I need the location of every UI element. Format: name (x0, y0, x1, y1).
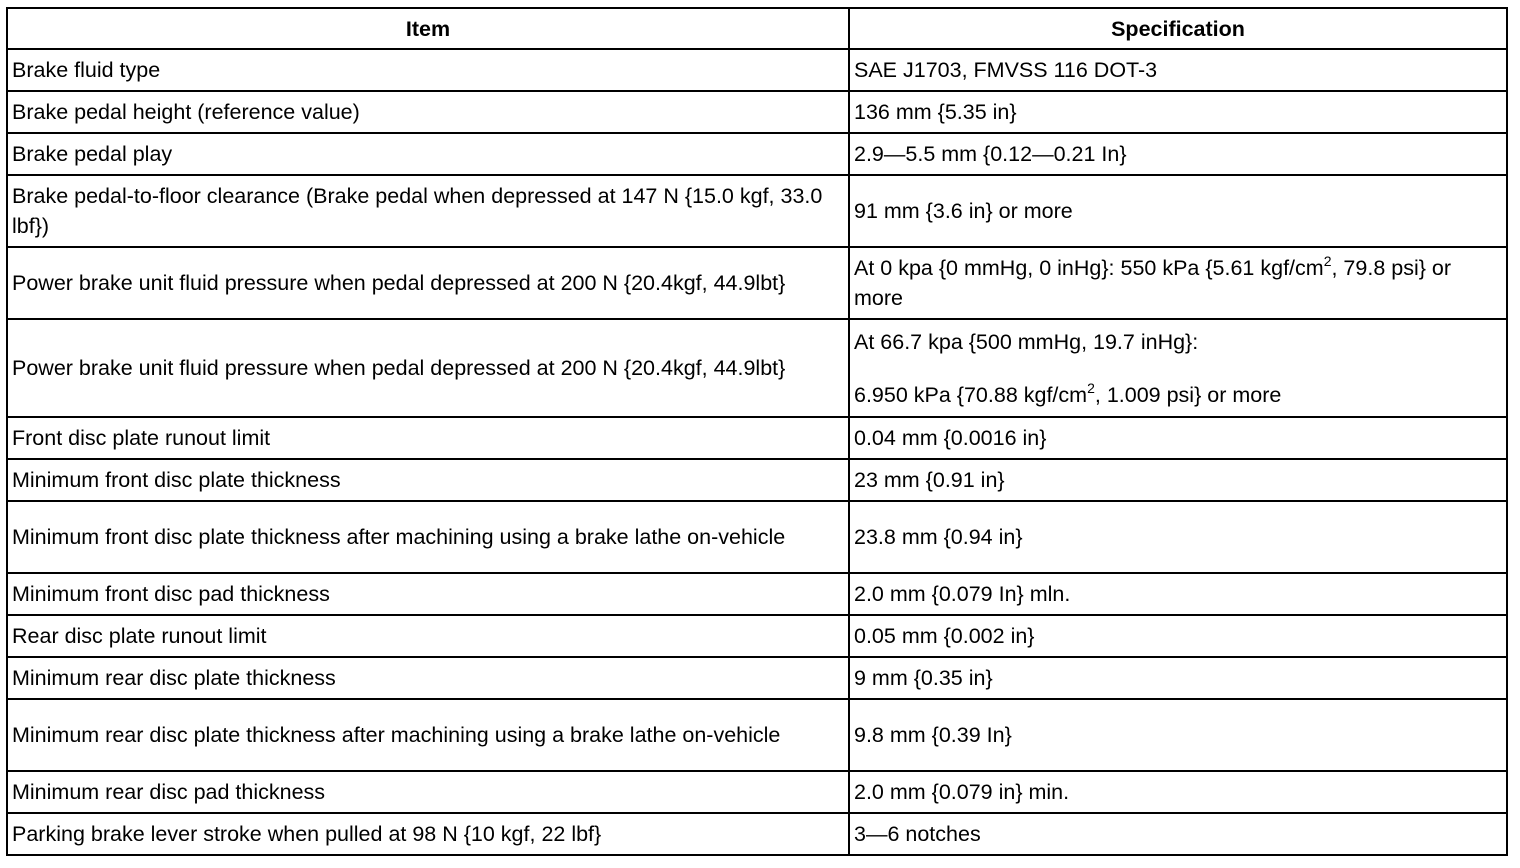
spec-cell (849, 319, 1507, 417)
spec-cell: 23 mm {0.91 in} (849, 459, 1507, 501)
item-cell: Minimum front disc plate thickness (7, 459, 849, 501)
item-cell: Power brake unit fluid pressure when pedal depressed at 200 N {20.4kgf, 44.9lbt} (7, 319, 849, 417)
spec-cell: 23.8 mm {0.94 in} (849, 501, 1507, 573)
table-row (7, 175, 1507, 247)
spec-cell: 2.9—5.5 mm {0.12—0.21 In} (849, 133, 1507, 175)
item-cell: Minimum front disc plate thickness after machining using a brake lathe on-vehicle (7, 501, 849, 573)
spec-cell: 9.8 mm {0.39 In} (849, 699, 1507, 771)
item-cell: Minimum rear disc pad thickness (7, 771, 849, 813)
spec-cell: 0.04 mm {0.0016 in} (849, 417, 1507, 459)
spec-cell: 9 mm {0.35 in} (849, 657, 1507, 699)
spec-text-before: 6.950 kPa {70.88 kgf/cm (854, 382, 1088, 407)
superscript: 2 (1087, 379, 1095, 396)
item-cell: Power brake unit fluid pressure when pedal depressed at 200 N {20.4kgf, 44.9lbt} (7, 247, 849, 319)
spec-text-before: At 0 kpa {0 mmHg, 0 inHg}: 550 kPa {5.61 kgf/cm (854, 256, 1324, 280)
table-row (7, 49, 1507, 91)
table-row (7, 133, 1507, 175)
item-cell: Minimum rear disc plate thickness (7, 657, 849, 699)
header-row (7, 8, 1507, 49)
table-row (7, 501, 1507, 573)
item-cell: Brake pedal height (reference value) (7, 91, 849, 133)
table-row (7, 813, 1507, 855)
table-row (7, 91, 1507, 133)
item-cell: Rear disc plate runout limit (7, 615, 849, 657)
spec-line-2 (854, 380, 1502, 410)
table-row (7, 459, 1507, 501)
spec-cell: 91 mm {3.6 in} or more (849, 175, 1507, 247)
item-cell: Brake fluid type (7, 49, 849, 91)
item-cell: Brake pedal-to-floor clearance (Brake pedal when depressed at 147 N {15.0 kgf, 33.0 lbf}) (7, 175, 849, 247)
spec-cell (849, 247, 1507, 319)
table-row (7, 247, 1507, 319)
item-cell: Front disc plate runout limit (7, 417, 849, 459)
header-specification: Specification (849, 8, 1507, 49)
table-row (7, 615, 1507, 657)
table-row (7, 319, 1507, 417)
item-cell: Brake pedal play (7, 133, 849, 175)
item-cell: Minimum front disc pad thickness (7, 573, 849, 615)
superscript: 2 (1323, 253, 1332, 269)
spec-cell: 2.0 mm {0.079 In} mln. (849, 573, 1507, 615)
spec-text-after: , 1.009 psi} or more (1094, 382, 1282, 407)
table-row (7, 573, 1507, 615)
table-row (7, 657, 1507, 699)
item-cell: Minimum rear disc plate thickness after machining using a brake lathe on-vehicle (7, 699, 849, 771)
table-row (7, 699, 1507, 771)
spec-cell: SAE J1703, FMVSS 116 DOT-3 (849, 49, 1507, 91)
spec-line-1: At 66.7 kpa {500 mmHg, 19.7 inHg}: (854, 329, 1199, 354)
item-cell: Parking brake lever stroke when pulled at 98 N {10 kgf, 22 lbf} (7, 813, 849, 855)
header-item: Item (7, 8, 849, 49)
spec-cell: 136 mm {5.35 in} (849, 91, 1507, 133)
spec-cell: 2.0 mm {0.079 in} min. (849, 771, 1507, 813)
table-row (7, 771, 1507, 813)
specification-table (6, 7, 1508, 856)
spec-cell: 0.05 mm {0.002 in} (849, 615, 1507, 657)
table-row (7, 417, 1507, 459)
spec-cell: 3—6 notches (849, 813, 1507, 855)
spec-text-after: , 79.8 psi} or more (854, 256, 1452, 310)
